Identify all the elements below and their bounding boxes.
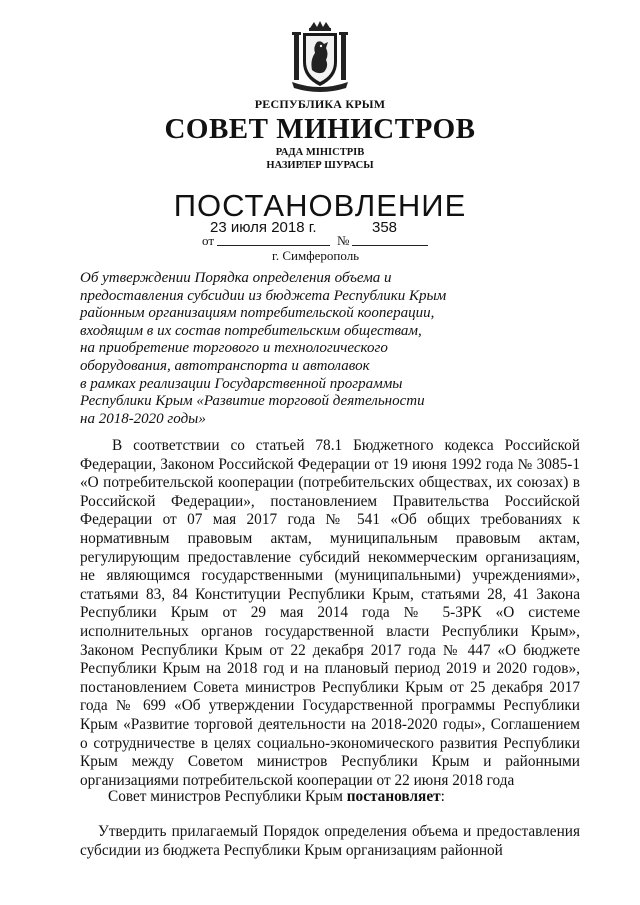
council-title-crimean-tatar: НАЗИРЛЕР ШУРАСЫ: [266, 160, 374, 171]
preamble: [80, 437, 580, 790]
resolution-colon: :: [440, 788, 445, 805]
document-number: 358: [372, 219, 398, 236]
document-type: ПОСТАНОВЛЕНИЕ: [173, 188, 467, 223]
subject-line: в рамках реализации Государственной программы: [80, 375, 403, 392]
republic-name: РЕСПУБЛИКА КРЫМ: [254, 97, 386, 111]
council-title: СОВЕТ МИНИСТРОВ: [164, 113, 476, 145]
subject-line: Республики Крым «Развитие торговой деятельности: [80, 393, 425, 410]
resolution-statement: [80, 788, 580, 807]
document-date: 23 июля 2018 г.: [210, 219, 317, 236]
date-underline: [217, 245, 330, 246]
date-label: от: [202, 233, 215, 248]
resolution-verb: постановляет: [346, 788, 441, 805]
subject-line: входящим в их состав потребительским обществам,: [80, 322, 422, 339]
resolution-lead: Совет министров Республики Крым: [108, 788, 347, 805]
subject-line: оборудования, автотранспорта и автолавок: [80, 357, 370, 374]
subject-line: Об утверждении Порядка определения объема и: [80, 270, 392, 286]
council-title-ukrainian: РАДА МІНІСТРІВ: [275, 147, 365, 158]
document-subject: [80, 270, 500, 428]
number-label: №: [337, 233, 350, 248]
subject-line: на 2018-2020 годы»: [80, 410, 206, 427]
document-city: г. Симферополь: [272, 248, 360, 263]
number-underline: [352, 245, 428, 246]
crimea-coat-of-arms-icon: [288, 20, 352, 92]
subject-line: предоставления субсидии из бюджета Республики Крым: [80, 287, 447, 304]
subject-line: на приобретение торгового и технологического: [80, 340, 388, 357]
resolution-item: Утвердить прилагаемый Порядок определения объема и предоставления субсидии из бюджета Республики Крым организациям районной: [80, 823, 580, 859]
preamble-paragraph: В соответствии со статьей 78.1 Бюджетного кодекса Российской Федерации, Законом Российской Федерации от 19 июня 1992 года № 3085-1 «О потребительской кооперации (потребительских обществах, их союзах) в Российской Федерации», постановлением Правительства Российской Федерации от 07 мая 2017 года № 541 «Об общих требованиях к нормативным правовым актам, муниципальным правовым актам, регулирующим предоставление субсидий некоммерческим организациям, не являющимся государственными (муниципальными) учреждениями», статьями 83, 84 Конституции Республики Крым, статьями 28, 41 Закона Республики Крым от 29 мая 2014 года № 5-ЗРК «О системе исполнительных органов государственной власти Республики Крым», Законом Республики Крым от 22 декабря 2017 года № 447 «О бюджете Республики Крым на 2018 год и на плановый период 2019 и 2020 годов», постановлением Совета министров Республики Крым от 25 декабря 2017 года № 699 «Об утверждении Государственной программы Республики Крым «Развитие торговой деятельности на 2018-2020 годы», Соглашением о сотрудничестве в целях социально-экономического развития Республики Крым между Советом министров Республики Крым и районными организациями потребительской кооперации от 22 июня 2018 года: [80, 437, 580, 789]
subject-line: районным организациям потребительской кооперации,: [80, 305, 435, 322]
